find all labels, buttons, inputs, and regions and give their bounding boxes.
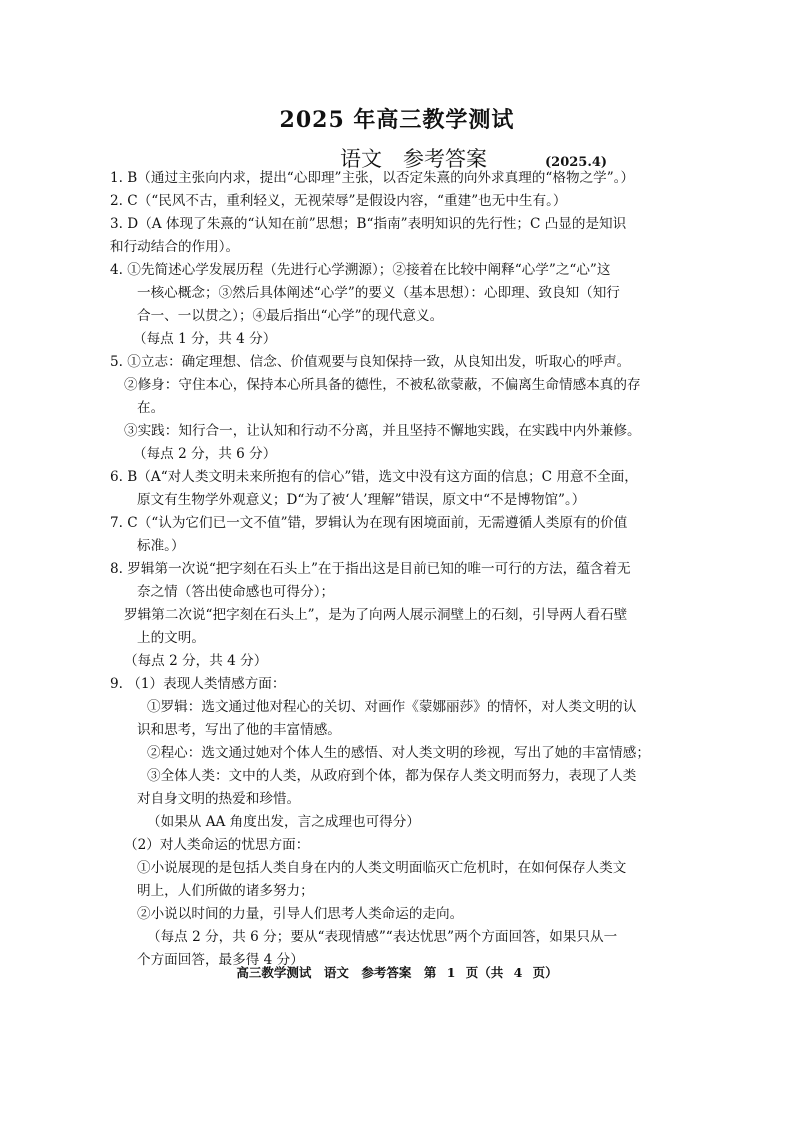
answer-q6-line1: 6. B（A“对人类文明未来所抱有的信心”错，选文中没有这方面的信息；C 用意不全面， bbox=[110, 469, 638, 485]
answer-q4-line1: 4. ①先简述心学发展历程（先进行心学溯源）；②接着在比较中阐释“心学”之“心”这 bbox=[110, 262, 611, 278]
answer-q3-line2: 和行动结合的作用）。 bbox=[110, 239, 240, 255]
answer-q8-line3: 罗辑第二次说“把字刻在石头上”，是为了向两人展示洞壁上的石刻，引导两人看石壁 bbox=[124, 607, 628, 623]
answer-q9-points-line2: 个方面回答，最多得 4 分） bbox=[137, 952, 304, 968]
answer-q7-line1: 7. C（“认为它们已一文不值”错，罗辑认为在现有困境面前，无需遵循人类原有的价值 bbox=[110, 515, 628, 531]
answer-q9-points-line1: （每点 2 分，共 6 分；要从“表现情感”“表达忧思”两个方面回答，如果只从一 bbox=[147, 929, 618, 945]
answer-content bbox=[110, 167, 695, 972]
answer-q6-line2: 原文有生物学外观意义；D“为了被‘人’理解”错误，原文中“不是博物馆”。） bbox=[137, 492, 586, 508]
answer-q8-points: （每点 2 分，共 4 分） bbox=[124, 653, 268, 669]
answer-q9-b2: ②小说以时间的力量，引导人们思考人类命运的走向。 bbox=[137, 906, 464, 922]
answer-q4-points: （每点 1 分，共 4 分） bbox=[133, 331, 277, 347]
answer-q9-a3-cont: 对自身文明的热爱和珍惜。 bbox=[137, 791, 301, 807]
answer-q9-a1: ①罗辑：选文通过他对程心的关切、对画作《蒙娜丽莎》的情怀，对人类文明的认 bbox=[147, 699, 637, 715]
answer-q9-b1-cont: 明上，人们所做的诸多努力； bbox=[137, 883, 314, 899]
answer-q5-line4: ③实践：知行合一，让认知和行动不分离，并且坚持不懈地实践，在实践中内外兼修。 bbox=[124, 423, 641, 439]
answer-q8-line4: 上的文明。 bbox=[137, 630, 205, 646]
answer-q9-a-note: （如果从 AA 角度出发，言之成理也可得分） bbox=[147, 814, 420, 830]
exam-title: 2025 年高三教学测试 bbox=[279, 107, 515, 133]
answer-q8-line2: 奈之情（答出使命感也可得分）； bbox=[137, 584, 335, 600]
answer-q9-b1: ①小说展现的是包括人类自身在内的人类文明面临灭亡危机时，在如何保存人类文 bbox=[137, 860, 627, 876]
answer-q2: 2. C（“民风不古，重利轻义，无视荣辱”是假设内容，“重建”也无中生有。） bbox=[110, 193, 567, 209]
answer-q9-a2: ②程心：选文通过她对个体人生的感悟、对人类文明的珍视，写出了她的丰富情感； bbox=[147, 745, 650, 761]
answer-q1: 1. B（通过主张向内求，提出“心即理”主张，以否定朱熹的向外求真理的“格物之学”。） bbox=[110, 170, 635, 186]
exam-date: (2025.4) bbox=[545, 155, 608, 170]
answer-q5-line1: 5. ①立志：确定理想、信念、价值观要与良知保持一致，从良知出发，听取心的呼声。 bbox=[110, 354, 631, 370]
subject-answer-title: 语文 参考答案 bbox=[340, 147, 487, 171]
page-footer: 高三教学测试 语文 参考答案 第 1 页（共 4 页） bbox=[236, 965, 558, 980]
answer-q3-line1: 3. D（A 体现了朱熹的“认知在前”思想；B“指南”表明知识的先行性；C 凸显的是知识 bbox=[110, 216, 627, 232]
answer-q5-points: （每点 2 分，共 6 分） bbox=[133, 446, 277, 462]
answer-q7-line2: 标准。） bbox=[137, 538, 185, 554]
answer-q9-a3: ③全体人类：文中的人类，从政府到个体，都为保存人类文明而努力，表现了人类 bbox=[147, 768, 637, 784]
answer-q9-a1-cont: 识和思考，写出了他的丰富情感。 bbox=[137, 722, 341, 738]
answer-q5-line2: ②修身：守住本心，保持本心所具备的德性，不被私欲蒙蔽，不偏离生命情感本真的存 bbox=[124, 377, 641, 393]
answer-q5-line3: 在。 bbox=[137, 400, 165, 416]
answer-q9-heading: 9. （1）表现人类情感方面： bbox=[110, 676, 286, 692]
answer-q4-line2: 一核心概念；③然后具体阐述“心学”的要义（基本思想）：心即理、致良知（知行 bbox=[137, 285, 620, 301]
answer-q9-b-heading: （2）对人类命运的忧思方面： bbox=[124, 837, 310, 853]
answer-q8-line1: 8. 罗辑第一次说“把字刻在石头上”在于指出这是目前已知的唯一可行的方法，蕴含着无 bbox=[110, 561, 631, 577]
answer-q4-line3: 合一、一以贯之）；④最后指出“心学”的现代意义。 bbox=[137, 308, 444, 324]
